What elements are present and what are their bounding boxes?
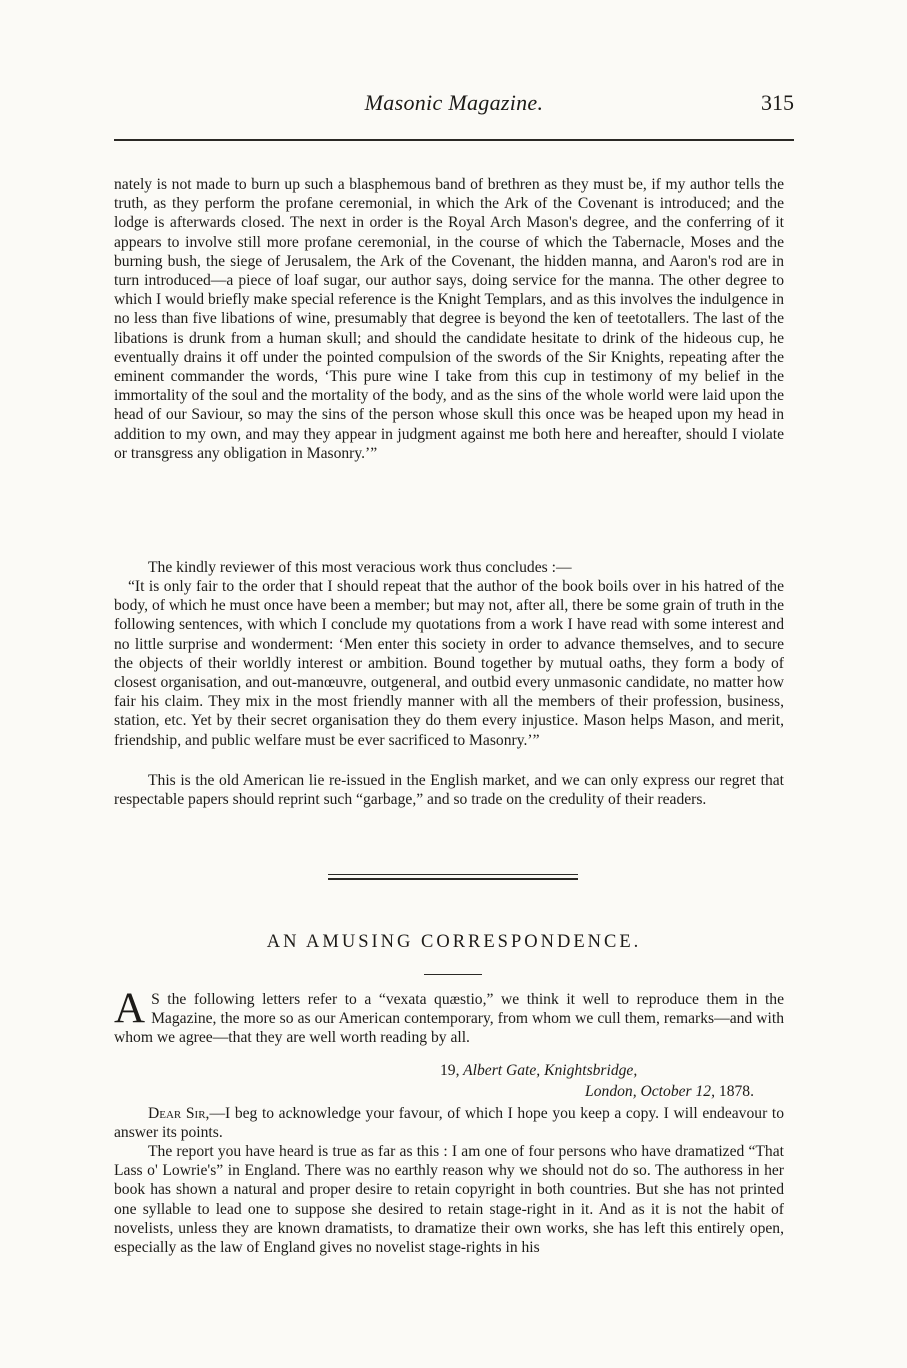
reviewer-paragraph [114,558,784,577]
running-head [114,86,794,126]
closing-paragraph [114,771,784,809]
address-city-date: London, October 12, [585,1083,715,1100]
letter-text-body: —I beg to acknowledge your favour, of which I hope you keep a copy. I will endeavour to answer its points. [114,1105,784,1142]
quotation-paragraph [114,577,784,750]
address-number: 19, [440,1062,460,1079]
letter-text [114,1104,784,1142]
address-street: Albert Gate, Knightsbridge, [463,1062,638,1079]
article-intro [114,985,784,1048]
address-year: 1878. [718,1083,754,1100]
header-rule [114,139,794,141]
article-title: AN AMUSING CORRESPONDENCE. [266,932,642,952]
paragraph-text: This is the old American lie re-issued in the English market, and we can only express our regret that respectable papers should reprint such “garbage,” and so trade on the credulity of their readers. [114,772,784,809]
paragraph-text: nately is not made to burn up such a blasphemous band of brethren as they must be, if my author tells the truth, as they perform the profane ceremonial, in which the Ark of the Covenant is introduced; and the lodge is afterwards closed. The next in order is the Royal Arch Mason's degree, and the conferring of it appears to involve still more profane ceremonial, in the course of which the Tabernacle, Moses and the burning bush, the siege of Jerusalem, the Ark of the Covenant, the hidden manna, and Aaron's rod are in turn introduced—a piece of loaf sugar, our author says, doing service for the manna. The other degree to which I would briefly make special reference is the Knight Templars, and as this involves the indulgence in no less than five libations of wine, presumably that degree is beyond the ken of teetotallers. The last of the libations is drunk from a human skull; and should the candidate hesitate to drink of the hideous cup, he eventually drains it off under the pointed compulsion of the swords of the Sir Knights, repeating after the eminent commander the words, ‘This pure wine I take from this cup in testimony of my belief in the immortality of the soul and the mortality of the body, and as the sins of the whole world were laid upon the head of our Saviour, so may the sins of the person whose skull this once was be heaped upon my head in addition to my own, and may they appear in judgment against me both here and hereafter, should I violate or transgress any obligation in Masonry.’” [114,176,784,462]
letter-address-street [114,1062,784,1080]
paragraph-text: The kindly reviewer of this most veracious work thus concludes :— [148,559,572,576]
page-number: 315 [761,90,794,115]
paragraph-text: “It is only fair to the order that I should repeat that the author of the book boils over in his hatred of the body, of which he must once have been a member; but may not, after all, there be some grain of truth in the following sentences, with which I conclude my quotations from a work I have read with some interest and no little surprise and wonderment: ‘Men enter this society in order to advance themselves, and to secure the objects of their worldly interest or ambition. Bound together by mutual oaths, they form a body of closest organisation, and out-manœuvre, outgeneral, and outbid every unmasonic candidate, no matter how fair his claim. They mix in the most friendly manner with all the members of their profession, business, station, etc. Yet by their secret organisation they do them every injustice. Mason helps Mason, and merit, friendship, and public welfare must be ever sacrificed to Masonry.’” [114,578,784,749]
continued-paragraph [114,175,784,463]
drop-cap: A [114,985,146,1032]
letter-address-date [114,1083,784,1101]
title-rule [424,974,482,975]
running-title: Masonic Magazine. [364,90,544,115]
letter-text: The report you have heard is true as far as this : I am one of four persons who have dramatized “That Lass o' Lowrie's” in England. There was no earthly reason why we should not do so. The authoress in her book has shown a natural and proper desire to retain copyright in both countries. But she has not printed one syllable to lead one to suppose she desired to retain stage-right in it. And as it is not the habit of novelists, unless they are known dramatists, to dramatize their own works, she has left this entirely open, especially as the law of England gives no novelist stage-rights in his [114,1143,784,1257]
letter-paragraph-1 [114,1104,784,1142]
section-divider [328,874,578,882]
letter-paragraph-2 [114,1142,784,1257]
intro-paragraph [114,985,784,1048]
salutation: Dear Sir, [148,1105,210,1122]
intro-text: S the following letters refer to a “vexata quæstio,” we think it well to reproduce them in the Magazine, the more so as our American contemporary, from whom we cull them, remarks—and with whom we agree—that they are well worth reading by all. [114,991,784,1047]
